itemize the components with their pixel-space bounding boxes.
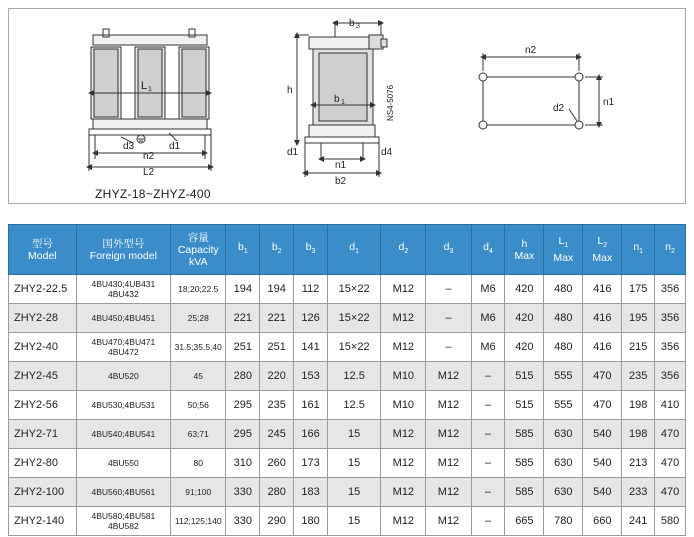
front-n2-label: n2 xyxy=(143,151,155,162)
cell-n1: 241 xyxy=(622,507,655,536)
front-d1-label: d1 xyxy=(169,141,181,152)
table-row xyxy=(9,420,686,449)
col-capacity: 容量 Capacity kVA xyxy=(171,225,226,275)
col-d1: $d_1$ xyxy=(327,225,380,275)
cell-d4: – xyxy=(471,507,505,536)
cell-foreign-model: 4BU540;4BU541 xyxy=(76,420,170,449)
cell-l2-max: 470 xyxy=(583,391,622,420)
side-ns-label: NS4-5076 xyxy=(386,84,395,121)
cell-model: ZHY2-56 xyxy=(9,391,77,420)
side-b2-label: b2 xyxy=(335,176,347,187)
cell-b2: 245 xyxy=(260,420,294,449)
cell-model: ZHY2-45 xyxy=(9,362,77,391)
cell-d4: – xyxy=(471,391,505,420)
front-l2-label: L2 xyxy=(143,167,155,178)
cell-model: ZHY2-71 xyxy=(9,420,77,449)
cell-l2-max: 540 xyxy=(583,420,622,449)
cell-model: ZHY2-100 xyxy=(9,478,77,507)
col-model: 型号 Model xyxy=(9,225,77,275)
cell-h-max: 420 xyxy=(505,333,544,362)
cell-b2: 290 xyxy=(260,507,294,536)
table-row xyxy=(9,507,686,536)
col-n2: $n_2$ xyxy=(655,225,686,275)
cell-l1-max: 555 xyxy=(544,362,583,391)
cell-n2: 356 xyxy=(655,362,686,391)
cell-b1: 310 xyxy=(226,449,260,478)
hole-d2-label: d2 xyxy=(553,103,565,114)
col-h-max: h Max xyxy=(505,225,544,275)
cell-d1: 15×22 xyxy=(327,275,380,304)
cell-h-max: 665 xyxy=(505,507,544,536)
cell-foreign-model: 4BU520 xyxy=(76,362,170,391)
cell-b1: 194 xyxy=(226,275,260,304)
cell-capacity: 25;28 xyxy=(171,304,226,333)
cell-n2: 356 xyxy=(655,304,686,333)
cell-b2: 280 xyxy=(260,478,294,507)
cell-foreign-model: 4BU550 xyxy=(76,449,170,478)
side-h-label: h xyxy=(287,85,293,96)
cell-d1: 15 xyxy=(327,449,380,478)
side-d4-label: d4 xyxy=(381,147,393,158)
cell-b1: 295 xyxy=(226,420,260,449)
cell-n1: 195 xyxy=(622,304,655,333)
side-d1-label: d1 xyxy=(287,147,299,158)
table-row xyxy=(9,333,686,362)
cell-d3: – xyxy=(426,304,471,333)
cell-n2: 580 xyxy=(655,507,686,536)
side-b1-label: b xyxy=(334,94,340,105)
cell-capacity: 63;71 xyxy=(171,420,226,449)
cell-l2-max: 540 xyxy=(583,449,622,478)
cell-l2-max: 470 xyxy=(583,362,622,391)
cell-l1-max: 555 xyxy=(544,391,583,420)
cell-d2: M12 xyxy=(381,304,426,333)
cell-h-max: 585 xyxy=(505,478,544,507)
cell-d3: – xyxy=(426,333,471,362)
cell-b2: 251 xyxy=(260,333,294,362)
cell-b3: 112 xyxy=(294,275,328,304)
cell-d1: 12.5 xyxy=(327,391,380,420)
cell-model: ZHY2-80 xyxy=(9,449,77,478)
side-n1-label: n1 xyxy=(335,160,347,171)
front-l1-sub: 1 xyxy=(148,86,152,93)
cell-l2-max: 660 xyxy=(583,507,622,536)
cell-b1: 295 xyxy=(226,391,260,420)
cell-b3: 153 xyxy=(294,362,328,391)
cell-d1: 15 xyxy=(327,507,380,536)
table-row xyxy=(9,275,686,304)
cell-d1: 12.5 xyxy=(327,362,380,391)
cell-foreign-model: 4BU470;4BU471 4BU472 xyxy=(76,333,170,362)
cell-capacity: 31.5;35.5;40 xyxy=(171,333,226,362)
front-l1-label: L xyxy=(141,80,148,92)
cell-n2: 470 xyxy=(655,449,686,478)
cell-h-max: 585 xyxy=(505,420,544,449)
cell-n1: 198 xyxy=(622,420,655,449)
cell-l2-max: 540 xyxy=(583,478,622,507)
cell-d2: M12 xyxy=(381,507,426,536)
cell-l1-max: 780 xyxy=(544,507,583,536)
cell-n1: 213 xyxy=(622,449,655,478)
cell-b2: 220 xyxy=(260,362,294,391)
cell-n1: 175 xyxy=(622,275,655,304)
col-b2: $b_2$ xyxy=(260,225,294,275)
cell-l1-max: 480 xyxy=(544,275,583,304)
cell-l2-max: 416 xyxy=(583,333,622,362)
cell-n2: 356 xyxy=(655,275,686,304)
cell-b3: 161 xyxy=(294,391,328,420)
table-row xyxy=(9,391,686,420)
cell-d3: – xyxy=(426,275,471,304)
cell-l1-max: 480 xyxy=(544,333,583,362)
cell-b1: 221 xyxy=(226,304,260,333)
cell-h-max: 515 xyxy=(505,391,544,420)
cell-model: ZHY2-140 xyxy=(9,507,77,536)
cell-d1: 15×22 xyxy=(327,304,380,333)
cell-n2: 356 xyxy=(655,333,686,362)
cell-d3: M12 xyxy=(426,478,471,507)
front-view xyxy=(89,29,211,171)
cell-b3: 183 xyxy=(294,478,328,507)
table-row xyxy=(9,449,686,478)
table-row xyxy=(9,362,686,391)
cell-d4: – xyxy=(471,478,505,507)
cell-n1: 235 xyxy=(622,362,655,391)
cell-h-max: 515 xyxy=(505,362,544,391)
cell-b3: 126 xyxy=(294,304,328,333)
cell-b2: 235 xyxy=(260,391,294,420)
cell-h-max: 420 xyxy=(505,275,544,304)
side-b3-label: b xyxy=(349,18,355,29)
table-body xyxy=(9,275,686,536)
cell-capacity: 45 xyxy=(171,362,226,391)
cell-d3: M12 xyxy=(426,507,471,536)
hole-n2-label: n2 xyxy=(525,45,537,56)
cell-b2: 221 xyxy=(260,304,294,333)
cell-n1: 215 xyxy=(622,333,655,362)
cell-d1: 15×22 xyxy=(327,333,380,362)
cell-n2: 410 xyxy=(655,391,686,420)
cell-d3: M12 xyxy=(426,420,471,449)
table-row xyxy=(9,304,686,333)
drawing-panel xyxy=(8,8,686,204)
cell-l1-max: 480 xyxy=(544,304,583,333)
front-d3-label: d3 xyxy=(123,141,135,152)
spec-table xyxy=(8,224,686,536)
cell-d3: M12 xyxy=(426,391,471,420)
col-l2-max: $L_2$ Max xyxy=(583,225,622,275)
cell-b3: 166 xyxy=(294,420,328,449)
cell-b2: 194 xyxy=(260,275,294,304)
cell-model: ZHY2-40 xyxy=(9,333,77,362)
cell-foreign-model: 4BU530;4BU531 xyxy=(76,391,170,420)
cell-d4: M6 xyxy=(471,304,505,333)
cell-foreign-model: 4BU580;4BU581 4BU582 xyxy=(76,507,170,536)
col-d2: $d_2$ xyxy=(381,225,426,275)
cell-model: ZHY2-28 xyxy=(9,304,77,333)
cell-b1: 251 xyxy=(226,333,260,362)
cell-n1: 198 xyxy=(622,391,655,420)
cell-d2: M12 xyxy=(381,420,426,449)
cell-capacity: 112;125;140 xyxy=(171,507,226,536)
cell-d1: 15 xyxy=(327,420,380,449)
cell-l1-max: 630 xyxy=(544,478,583,507)
cell-d3: M12 xyxy=(426,362,471,391)
cell-d4: – xyxy=(471,449,505,478)
col-b1: $b_1$ xyxy=(226,225,260,275)
cell-d4: – xyxy=(471,362,505,391)
cell-b1: 330 xyxy=(226,507,260,536)
cell-foreign-model: 4BU450;4BU451 xyxy=(76,304,170,333)
col-l1-max: $L_1$ Max xyxy=(544,225,583,275)
cell-l1-max: 630 xyxy=(544,449,583,478)
cell-h-max: 585 xyxy=(505,449,544,478)
col-b3: $b_3$ xyxy=(294,225,328,275)
side-b3-sub: 3 xyxy=(356,23,360,30)
cell-d4: M6 xyxy=(471,333,505,362)
cell-b3: 180 xyxy=(294,507,328,536)
cell-capacity: 50;56 xyxy=(171,391,226,420)
cell-capacity: 18;20;22.5 xyxy=(171,275,226,304)
cell-foreign-model: 4BU560;4BU561 xyxy=(76,478,170,507)
cell-l1-max: 630 xyxy=(544,420,583,449)
cell-model: ZHY2-22.5 xyxy=(9,275,77,304)
col-foreign-model: 国外型号 Foreign model xyxy=(76,225,170,275)
col-n1: $n_1$ xyxy=(622,225,655,275)
table-row xyxy=(9,478,686,507)
col-d3: $d_3$ xyxy=(426,225,471,275)
cell-capacity: 91;100 xyxy=(171,478,226,507)
cell-d2: M12 xyxy=(381,333,426,362)
cell-b1: 280 xyxy=(226,362,260,391)
cell-b2: 260 xyxy=(260,449,294,478)
cell-d2: M10 xyxy=(381,362,426,391)
cell-h-max: 420 xyxy=(505,304,544,333)
cell-d2: M10 xyxy=(381,391,426,420)
cell-n2: 470 xyxy=(655,478,686,507)
cell-l2-max: 416 xyxy=(583,304,622,333)
cell-foreign-model: 4BU430;4UB431 4BU432 xyxy=(76,275,170,304)
cell-d4: M6 xyxy=(471,275,505,304)
side-b1-sub: 1 xyxy=(341,99,345,106)
cell-b3: 173 xyxy=(294,449,328,478)
cell-l2-max: 416 xyxy=(583,275,622,304)
cell-d2: M12 xyxy=(381,275,426,304)
cell-d1: 15 xyxy=(327,478,380,507)
cell-d2: M12 xyxy=(381,478,426,507)
col-d4: $d_4$ xyxy=(471,225,505,275)
table-header-row xyxy=(9,225,686,275)
cell-d3: M12 xyxy=(426,449,471,478)
drawing-caption: ZHYZ-18~ZHYZ-400 xyxy=(95,187,211,201)
cell-capacity: 80 xyxy=(171,449,226,478)
cell-n1: 233 xyxy=(622,478,655,507)
cell-b1: 330 xyxy=(226,478,260,507)
dimension-drawing xyxy=(9,9,685,203)
cell-d2: M12 xyxy=(381,449,426,478)
hole-view xyxy=(479,53,603,129)
cell-d4: – xyxy=(471,420,505,449)
cell-n2: 470 xyxy=(655,420,686,449)
cell-b3: 141 xyxy=(294,333,328,362)
hole-n1-label: n1 xyxy=(603,97,615,108)
